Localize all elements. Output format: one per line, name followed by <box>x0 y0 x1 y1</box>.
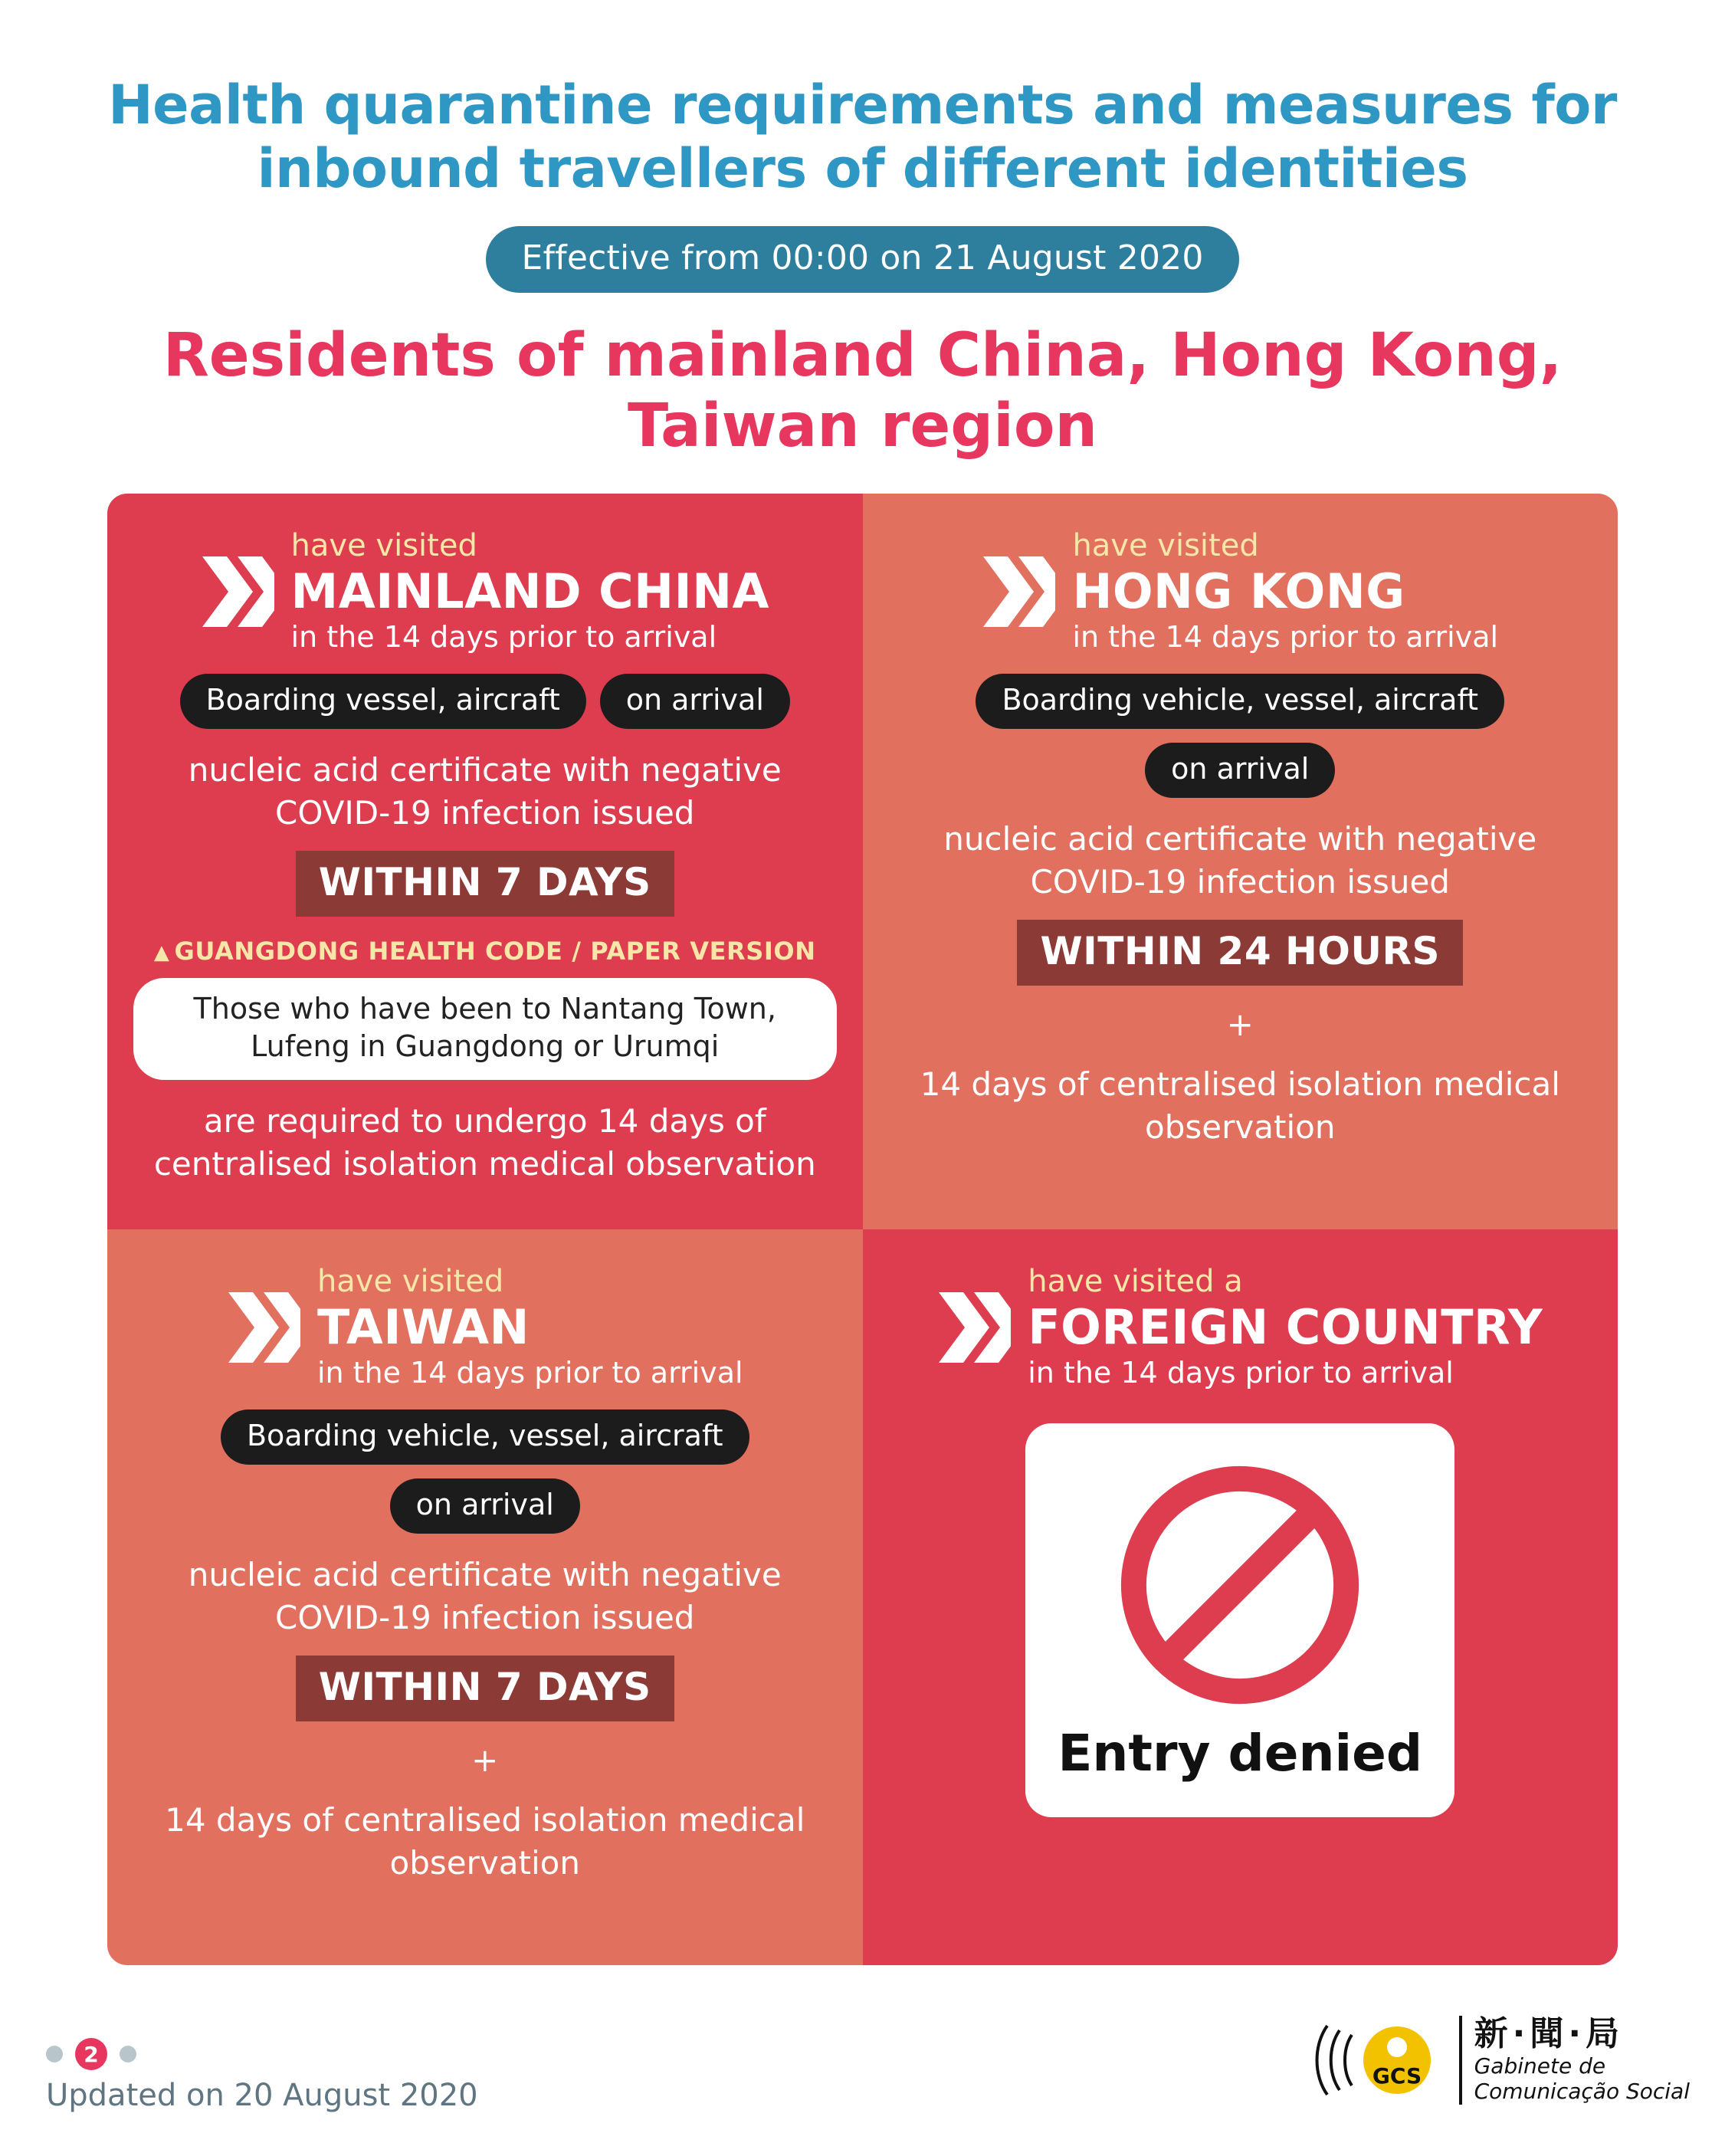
pill-boarding: Boarding vessel, aircraft <box>180 674 586 729</box>
have-visited-label: have visited <box>316 1264 504 1300</box>
prior-label: in the 14 days prior to arrival <box>1028 1355 1454 1390</box>
have-visited-label: have visited a <box>1028 1264 1243 1300</box>
requirement-text: nucleic acid certificate with negative COVID-19 infection issued <box>188 751 782 832</box>
place-name: TAIWAN <box>316 1299 530 1356</box>
within-badge: WITHIN 24 HOURS <box>1017 920 1463 986</box>
pill-boarding: Boarding vehicle, vessel, aircraft <box>976 674 1504 729</box>
gcs-chinese-name: 新·聞·局 <box>1474 2014 1625 2054</box>
panel-header <box>133 1265 837 1390</box>
panel-header-text <box>1028 1265 1543 1390</box>
effective-date-badge: Effective from 00:00 on 21 August 2020 <box>486 226 1238 293</box>
plus-sign: + <box>471 1741 499 1780</box>
svg-text:GCS: GCS <box>1372 2063 1422 2089</box>
panels-grid <box>107 494 1618 1965</box>
pill-row <box>133 674 837 729</box>
gcs-pt-line1: Gabinete de <box>1474 2053 1606 2079</box>
double-chevron-icon <box>227 1288 300 1367</box>
within-badge: WITHIN 7 DAYS <box>296 851 674 917</box>
footer-left <box>46 2038 478 2113</box>
gcs-text <box>1459 2016 1690 2105</box>
page-indicator <box>46 2038 478 2070</box>
updated-label: Updated on 20 August 2020 <box>46 2078 478 2113</box>
panel-header-text <box>1072 529 1498 654</box>
page-dot-3[interactable] <box>120 2046 136 2062</box>
within-wrap <box>133 1639 837 1721</box>
have-visited-label: have visited <box>1072 528 1259 564</box>
page-dot-current[interactable]: 2 <box>75 2038 107 2070</box>
place-name: HONG KONG <box>1072 563 1405 620</box>
panel-header <box>889 529 1592 654</box>
panel-header <box>133 529 837 654</box>
pill-on-arrival: on arrival <box>600 674 790 729</box>
note-box: Those who have been to Nantang Town, Lufeng in Guangdong or Urumqi <box>133 978 837 1080</box>
prior-label: in the 14 days prior to arrival <box>1072 619 1499 654</box>
isolation-text: 14 days of centralised isolation medical observation <box>165 1801 805 1882</box>
pill-boarding: Boarding vehicle, vessel, aircraft <box>221 1409 749 1465</box>
entry-denied-label: Entry denied <box>1058 1724 1423 1784</box>
have-visited-label: have visited <box>290 528 477 564</box>
pill-row <box>133 1409 837 1534</box>
gcs-logo-block <box>1301 2010 1690 2110</box>
panel-hong-kong <box>863 494 1618 1229</box>
panel-foreign-country <box>863 1229 1618 1965</box>
gcs-pt-line2: Comunicação Social <box>1474 2079 1690 2105</box>
note-heading-text: GUANGDONG HEALTH CODE / PAPER VERSION <box>174 937 816 966</box>
effective-date-wrap <box>0 226 1725 293</box>
no-entry-icon <box>1113 1459 1366 1711</box>
prior-label: in the 14 days prior to arrival <box>316 1355 743 1390</box>
panel-mainland-china <box>107 494 863 1229</box>
page-dot-1[interactable] <box>46 2046 63 2062</box>
footer <box>0 2006 1725 2113</box>
panel-header <box>889 1265 1592 1390</box>
isolation-text: 14 days of centralised isolation medical observation <box>920 1065 1560 1146</box>
page-subtitle: Residents of mainland China, Hong Kong, Taiwan region <box>162 321 1563 461</box>
entry-denied-card <box>1025 1423 1454 1817</box>
pill-on-arrival: on arrival <box>1145 743 1335 798</box>
note-heading <box>133 937 837 966</box>
gcs-emblem-icon <box>1301 2010 1447 2110</box>
header <box>0 0 1725 461</box>
double-chevron-icon <box>982 552 1055 632</box>
triangle-icon: ▲ <box>153 941 170 965</box>
plus-sign: + <box>1226 1006 1254 1044</box>
requirement-text: nucleic acid certificate with negative COVID-19 infection issued <box>188 1556 782 1636</box>
double-chevron-icon <box>937 1288 1011 1367</box>
requirement-text: nucleic acid certificate with negative COVID-19 infection issued <box>943 820 1537 901</box>
page-title: Health quarantine requirements and measures for inbound travellers of different identities <box>108 74 1617 200</box>
within-wrap <box>133 834 837 917</box>
panel-header-text <box>291 529 769 654</box>
place-name: MAINLAND CHINA <box>290 563 769 620</box>
pill-row <box>889 674 1592 798</box>
panel-header-text <box>317 1265 743 1390</box>
prior-label: in the 14 days prior to arrival <box>290 619 717 654</box>
within-wrap <box>889 903 1592 986</box>
place-name: FOREIGN COUNTRY <box>1028 1299 1543 1356</box>
within-badge: WITHIN 7 DAYS <box>296 1656 674 1721</box>
note-tail: are required to undergo 14 days of centralised isolation medical observation <box>153 1102 816 1183</box>
pill-on-arrival: on arrival <box>390 1478 580 1534</box>
double-chevron-icon <box>201 552 274 632</box>
panel-taiwan <box>107 1229 863 1965</box>
